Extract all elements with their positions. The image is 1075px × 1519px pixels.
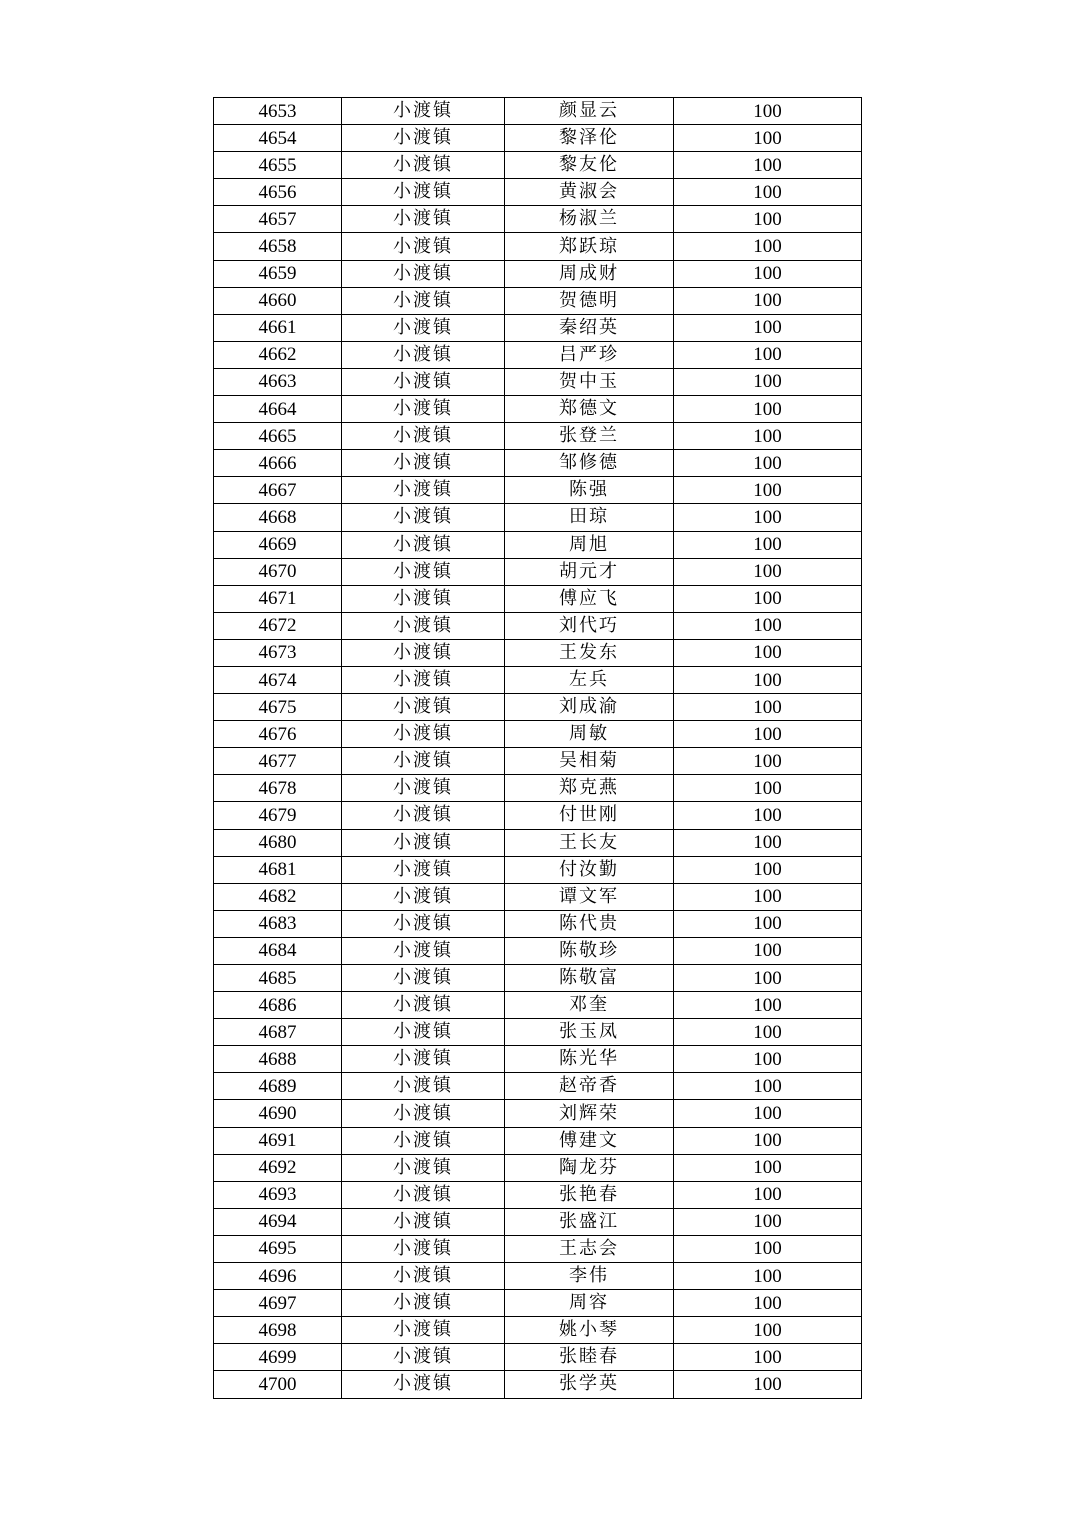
row-number-cell: 4692	[214, 1154, 342, 1181]
person-name-cell: 贺德明	[505, 287, 674, 314]
person-name-cell: 杨淑兰	[505, 206, 674, 233]
table-row	[214, 477, 862, 504]
town-cell: 小渡镇	[342, 992, 505, 1019]
row-number-cell: 4682	[214, 883, 342, 910]
person-name-cell: 张盛江	[505, 1208, 674, 1235]
town-cell: 小渡镇	[342, 1181, 505, 1208]
town-cell: 小渡镇	[342, 694, 505, 721]
town-cell: 小渡镇	[342, 883, 505, 910]
row-number-cell: 4687	[214, 1019, 342, 1046]
row-number-cell: 4653	[214, 98, 342, 125]
amount-cell: 100	[674, 721, 862, 748]
row-number-cell: 4686	[214, 992, 342, 1019]
person-name-cell: 赵帝香	[505, 1073, 674, 1100]
table-row	[214, 748, 862, 775]
town-cell: 小渡镇	[342, 829, 505, 856]
amount-cell: 100	[674, 748, 862, 775]
town-cell: 小渡镇	[342, 233, 505, 260]
amount-cell: 100	[674, 802, 862, 829]
table-row	[214, 694, 862, 721]
table-row	[214, 612, 862, 639]
person-name-cell: 胡元才	[505, 558, 674, 585]
town-cell: 小渡镇	[342, 802, 505, 829]
amount-cell: 100	[674, 504, 862, 531]
row-number-cell: 4681	[214, 856, 342, 883]
person-name-cell: 刘辉荣	[505, 1100, 674, 1127]
row-number-cell: 4684	[214, 937, 342, 964]
table-row	[214, 396, 862, 423]
table-row	[214, 260, 862, 287]
table-row	[214, 965, 862, 992]
person-name-cell: 黎泽伦	[505, 125, 674, 152]
amount-cell: 100	[674, 639, 862, 666]
person-name-cell: 刘成渝	[505, 694, 674, 721]
town-cell: 小渡镇	[342, 910, 505, 937]
person-name-cell: 姚小琴	[505, 1317, 674, 1344]
amount-cell: 100	[674, 1208, 862, 1235]
town-cell: 小渡镇	[342, 1344, 505, 1371]
town-cell: 小渡镇	[342, 206, 505, 233]
row-number-cell: 4695	[214, 1235, 342, 1262]
row-number-cell: 4659	[214, 260, 342, 287]
row-number-cell: 4683	[214, 910, 342, 937]
row-number-cell: 4669	[214, 531, 342, 558]
amount-cell: 100	[674, 314, 862, 341]
amount-cell: 100	[674, 423, 862, 450]
amount-cell: 100	[674, 233, 862, 260]
town-cell: 小渡镇	[342, 965, 505, 992]
row-number-cell: 4691	[214, 1127, 342, 1154]
table-row	[214, 1154, 862, 1181]
row-number-cell: 4678	[214, 775, 342, 802]
table-row	[214, 152, 862, 179]
person-name-cell: 田琼	[505, 504, 674, 531]
town-cell: 小渡镇	[342, 179, 505, 206]
person-name-cell: 陈代贵	[505, 910, 674, 937]
row-number-cell: 4675	[214, 694, 342, 721]
row-number-cell: 4657	[214, 206, 342, 233]
table-row	[214, 802, 862, 829]
person-name-cell: 吕严珍	[505, 341, 674, 368]
table-row	[214, 504, 862, 531]
table-row	[214, 829, 862, 856]
row-number-cell: 4690	[214, 1100, 342, 1127]
table-row	[214, 1263, 862, 1290]
person-name-cell: 王发东	[505, 639, 674, 666]
table-row	[214, 1181, 862, 1208]
town-cell: 小渡镇	[342, 450, 505, 477]
table-row	[214, 179, 862, 206]
amount-cell: 100	[674, 1317, 862, 1344]
amount-cell: 100	[674, 396, 862, 423]
person-name-cell: 张睦春	[505, 1344, 674, 1371]
person-name-cell: 周旭	[505, 531, 674, 558]
town-cell: 小渡镇	[342, 287, 505, 314]
town-cell: 小渡镇	[342, 1073, 505, 1100]
table-row	[214, 721, 862, 748]
table-row	[214, 206, 862, 233]
person-name-cell: 贺中玉	[505, 368, 674, 395]
person-name-cell: 傅建文	[505, 1127, 674, 1154]
amount-cell: 100	[674, 179, 862, 206]
person-name-cell: 颜显云	[505, 98, 674, 125]
town-cell: 小渡镇	[342, 477, 505, 504]
person-name-cell: 张学英	[505, 1371, 674, 1398]
town-cell: 小渡镇	[342, 260, 505, 287]
row-number-cell: 4666	[214, 450, 342, 477]
row-number-cell: 4698	[214, 1317, 342, 1344]
table-row	[214, 341, 862, 368]
row-number-cell: 4660	[214, 287, 342, 314]
town-cell: 小渡镇	[342, 1235, 505, 1262]
row-number-cell: 4676	[214, 721, 342, 748]
amount-cell: 100	[674, 1371, 862, 1398]
table-row	[214, 1235, 862, 1262]
row-number-cell: 4673	[214, 639, 342, 666]
town-cell: 小渡镇	[342, 531, 505, 558]
person-name-cell: 郑跃琼	[505, 233, 674, 260]
table-row	[214, 992, 862, 1019]
row-number-cell: 4697	[214, 1290, 342, 1317]
table-row	[214, 314, 862, 341]
row-number-cell: 4664	[214, 396, 342, 423]
amount-cell: 100	[674, 531, 862, 558]
table-row	[214, 233, 862, 260]
table-row	[214, 450, 862, 477]
row-number-cell: 4685	[214, 965, 342, 992]
person-name-cell: 王长友	[505, 829, 674, 856]
town-cell: 小渡镇	[342, 775, 505, 802]
row-number-cell: 4663	[214, 368, 342, 395]
amount-cell: 100	[674, 883, 862, 910]
row-number-cell: 4679	[214, 802, 342, 829]
amount-cell: 100	[674, 1181, 862, 1208]
table-row	[214, 125, 862, 152]
table-row	[214, 666, 862, 693]
person-name-cell: 陈敬珍	[505, 937, 674, 964]
table-row	[214, 1371, 862, 1398]
town-cell: 小渡镇	[342, 856, 505, 883]
amount-cell: 100	[674, 1235, 862, 1262]
person-name-cell: 张登兰	[505, 423, 674, 450]
person-name-cell: 陈光华	[505, 1046, 674, 1073]
amount-cell: 100	[674, 1127, 862, 1154]
town-cell: 小渡镇	[342, 1371, 505, 1398]
table-row	[214, 1100, 862, 1127]
town-cell: 小渡镇	[342, 314, 505, 341]
row-number-cell: 4665	[214, 423, 342, 450]
table-row	[214, 883, 862, 910]
amount-cell: 100	[674, 558, 862, 585]
person-name-cell: 李伟	[505, 1263, 674, 1290]
town-cell: 小渡镇	[342, 1019, 505, 1046]
amount-cell: 100	[674, 125, 862, 152]
amount-cell: 100	[674, 287, 862, 314]
amount-cell: 100	[674, 1046, 862, 1073]
table-row	[214, 287, 862, 314]
table-row	[214, 1208, 862, 1235]
amount-cell: 100	[674, 1344, 862, 1371]
amount-cell: 100	[674, 1100, 862, 1127]
town-cell: 小渡镇	[342, 1263, 505, 1290]
table-row	[214, 1046, 862, 1073]
person-name-cell: 傅应飞	[505, 585, 674, 612]
row-number-cell: 4694	[214, 1208, 342, 1235]
row-number-cell: 4699	[214, 1344, 342, 1371]
amount-cell: 100	[674, 992, 862, 1019]
person-name-cell: 付汝勤	[505, 856, 674, 883]
amount-cell: 100	[674, 694, 862, 721]
roster-table-body	[214, 98, 862, 1399]
table-row	[214, 1344, 862, 1371]
amount-cell: 100	[674, 937, 862, 964]
town-cell: 小渡镇	[342, 585, 505, 612]
person-name-cell: 张玉凤	[505, 1019, 674, 1046]
row-number-cell: 4689	[214, 1073, 342, 1100]
amount-cell: 100	[674, 829, 862, 856]
person-name-cell: 陈敬富	[505, 965, 674, 992]
table-row	[214, 1290, 862, 1317]
town-cell: 小渡镇	[342, 423, 505, 450]
amount-cell: 100	[674, 341, 862, 368]
town-cell: 小渡镇	[342, 125, 505, 152]
amount-cell: 100	[674, 1154, 862, 1181]
amount-cell: 100	[674, 260, 862, 287]
amount-cell: 100	[674, 1290, 862, 1317]
row-number-cell: 4654	[214, 125, 342, 152]
row-number-cell: 4677	[214, 748, 342, 775]
row-number-cell: 4662	[214, 341, 342, 368]
amount-cell: 100	[674, 856, 862, 883]
table-row	[214, 937, 862, 964]
table-row	[214, 585, 862, 612]
town-cell: 小渡镇	[342, 341, 505, 368]
row-number-cell: 4680	[214, 829, 342, 856]
person-name-cell: 邓奎	[505, 992, 674, 1019]
town-cell: 小渡镇	[342, 721, 505, 748]
table-row	[214, 775, 862, 802]
row-number-cell: 4655	[214, 152, 342, 179]
amount-cell: 100	[674, 450, 862, 477]
town-cell: 小渡镇	[342, 1046, 505, 1073]
table-row	[214, 423, 862, 450]
table-row	[214, 1317, 862, 1344]
table-row	[214, 910, 862, 937]
row-number-cell: 4700	[214, 1371, 342, 1398]
table-row	[214, 531, 862, 558]
town-cell: 小渡镇	[342, 1154, 505, 1181]
amount-cell: 100	[674, 1073, 862, 1100]
amount-cell: 100	[674, 1263, 862, 1290]
roster-table	[213, 97, 862, 1399]
town-cell: 小渡镇	[342, 152, 505, 179]
town-cell: 小渡镇	[342, 1100, 505, 1127]
person-name-cell: 吴相菊	[505, 748, 674, 775]
row-number-cell: 4672	[214, 612, 342, 639]
table-row	[214, 1073, 862, 1100]
town-cell: 小渡镇	[342, 1208, 505, 1235]
person-name-cell: 刘代巧	[505, 612, 674, 639]
person-name-cell: 周敏	[505, 721, 674, 748]
person-name-cell: 周成财	[505, 260, 674, 287]
row-number-cell: 4668	[214, 504, 342, 531]
amount-cell: 100	[674, 98, 862, 125]
table-row	[214, 368, 862, 395]
amount-cell: 100	[674, 775, 862, 802]
row-number-cell: 4674	[214, 666, 342, 693]
person-name-cell: 左兵	[505, 666, 674, 693]
amount-cell: 100	[674, 965, 862, 992]
table-row	[214, 856, 862, 883]
table-row	[214, 639, 862, 666]
table-row	[214, 1019, 862, 1046]
person-name-cell: 郑德文	[505, 396, 674, 423]
town-cell: 小渡镇	[342, 666, 505, 693]
person-name-cell: 王志会	[505, 1235, 674, 1262]
person-name-cell: 黎友伦	[505, 152, 674, 179]
amount-cell: 100	[674, 368, 862, 395]
person-name-cell: 陶龙芬	[505, 1154, 674, 1181]
person-name-cell: 陈强	[505, 477, 674, 504]
person-name-cell: 郑克燕	[505, 775, 674, 802]
town-cell: 小渡镇	[342, 1317, 505, 1344]
row-number-cell: 4661	[214, 314, 342, 341]
row-number-cell: 4671	[214, 585, 342, 612]
town-cell: 小渡镇	[342, 396, 505, 423]
amount-cell: 100	[674, 152, 862, 179]
town-cell: 小渡镇	[342, 1127, 505, 1154]
person-name-cell: 黄淑会	[505, 179, 674, 206]
row-number-cell: 4688	[214, 1046, 342, 1073]
town-cell: 小渡镇	[342, 368, 505, 395]
amount-cell: 100	[674, 910, 862, 937]
row-number-cell: 4656	[214, 179, 342, 206]
row-number-cell: 4693	[214, 1181, 342, 1208]
person-name-cell: 付世刚	[505, 802, 674, 829]
town-cell: 小渡镇	[342, 612, 505, 639]
amount-cell: 100	[674, 1019, 862, 1046]
row-number-cell: 4658	[214, 233, 342, 260]
town-cell: 小渡镇	[342, 748, 505, 775]
town-cell: 小渡镇	[342, 558, 505, 585]
person-name-cell: 秦绍英	[505, 314, 674, 341]
town-cell: 小渡镇	[342, 504, 505, 531]
amount-cell: 100	[674, 206, 862, 233]
table-row	[214, 1127, 862, 1154]
town-cell: 小渡镇	[342, 1290, 505, 1317]
row-number-cell: 4696	[214, 1263, 342, 1290]
row-number-cell: 4667	[214, 477, 342, 504]
table-row	[214, 558, 862, 585]
table-row	[214, 98, 862, 125]
town-cell: 小渡镇	[342, 98, 505, 125]
amount-cell: 100	[674, 585, 862, 612]
amount-cell: 100	[674, 477, 862, 504]
town-cell: 小渡镇	[342, 639, 505, 666]
person-name-cell: 张艳春	[505, 1181, 674, 1208]
person-name-cell: 周容	[505, 1290, 674, 1317]
person-name-cell: 邹修德	[505, 450, 674, 477]
amount-cell: 100	[674, 666, 862, 693]
town-cell: 小渡镇	[342, 937, 505, 964]
row-number-cell: 4670	[214, 558, 342, 585]
amount-cell: 100	[674, 612, 862, 639]
person-name-cell: 谭文军	[505, 883, 674, 910]
